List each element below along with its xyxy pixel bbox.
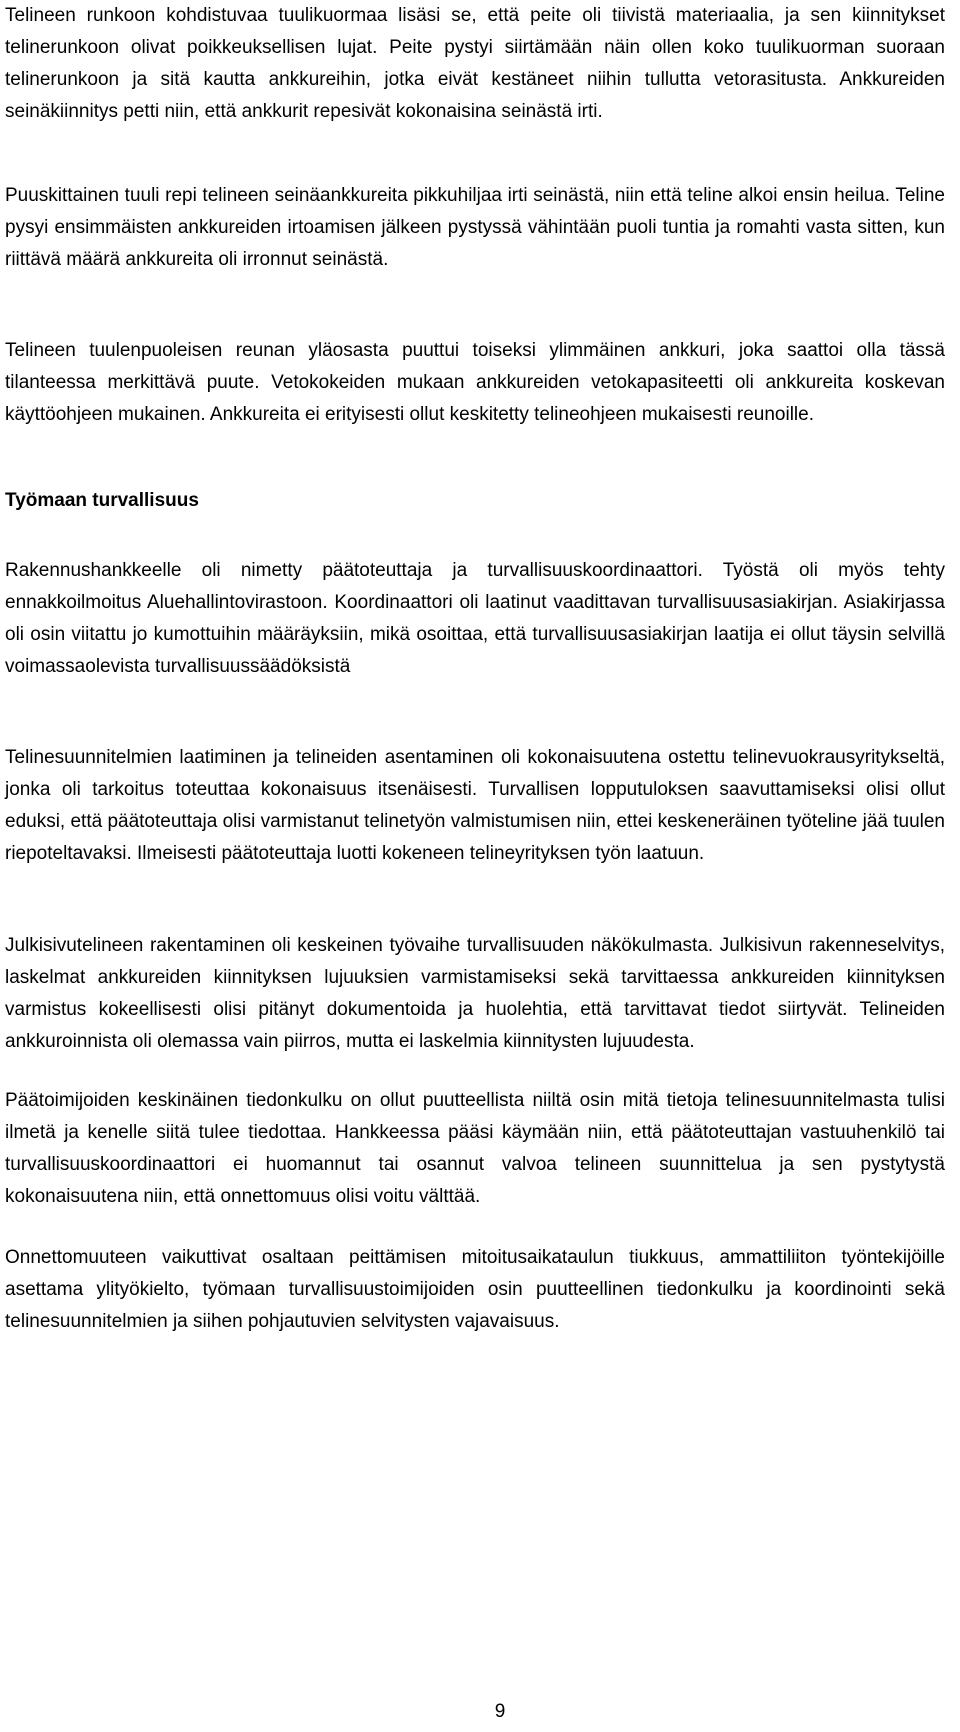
paragraph-scaffold-planning: Telinesuunnitelmien laatiminen ja telineiden asentaminen oli kokonaisuutena ostettu telinevuokrausyritykseltä, jonka oli tarkoitus toteuttaa kokonaisuus itsenäisesti. Turvallisen lopputuloksen saavuttamiseksi olisi ollut eduksi, että päätoteuttaja olisi varmistanut telinetyön valmistumisen niin, ettei keskeneräinen työteline jää tuulen riepoteltavaksi. Ilmeisesti päätoteuttaja luotti kokeneen telineyrityksen työn laatuun. <box>5 747 945 864</box>
paragraph-project-roles: Rakennushankkeelle oli nimetty päätoteuttaja ja turvallisuuskoordinaattori. Työstä oli myös tehty ennakkoilmoitus Aluehallintovirastoon. Koordinaattori oli laatinut vaadittavan turvallisuusasiakirjan. Asiakirjassa oli osin viitattu jo kumottuihin määräyksiin, mikä osoittaa, että turvallisuusasiakirjan laatija ei ollut täysin selvillä voimassaolevista turvallisuussäädöksistä <box>5 560 945 677</box>
paragraph-wind-load: Telineen runkoon kohdistuvaa tuulikuormaa lisäsi se, että peite oli tiivistä materiaalia, ja sen kiinnitykset telinerunkoon olivat poikkeuksellisen lujat. Peite pystyi siirtämään näin ollen koko tuulikuorman suoraan telinerunkoon ja sitä kautta ankkureihin, jotka eivät kestäneet niihin tullutta vetorasitusta. Ankkureiden seinäkiinnitys petti niin, että ankkurit repesivät kokonaisina seinästä irti. <box>5 5 945 122</box>
paragraph-gusty-wind: Puuskittainen tuuli repi telineen seinäankkureita pikkuhiljaa irti seinästä, niin että teline alkoi ensin heilua. Teline pysyi ensimmäisten ankkureiden irtoamisen jälkeen pystyssä vähintään puoli tuntia ja romahti vasta sitten, kun riittävä määrä ankkureita oli irronnut seinästä. <box>5 185 945 270</box>
paragraph-communication: Päätoimijoiden keskinäinen tiedonkulku on ollut puutteellista niiltä osin mitä tietoja telinesuunnitelmasta tulisi ilmetä ja kenelle siitä tulee tiedottaa. Hankkeessa pääsi käymään niin, että päätoteuttajan vastuuhenkilö tai turvallisuuskoordinaattori ei huomannut tai osannut valvoa telineen suunnittelua ja sen pystytystä kokonaisuutena niin, että onnettomuus olisi voitu välttää. <box>5 1090 945 1207</box>
paragraph-missing-anchor: Telineen tuulenpuoleisen reunan yläosasta puuttui toiseksi ylimmäinen ankkuri, joka saattoi olla tässä tilanteessa merkittävä puute. Vetokokeiden mukaan ankkureiden vetokapasiteetti oli ankkureita koskevan käyttöohjeen mukainen. Ankkureita ei erityisesti ollut keskitetty telineohjeen mukaisesti reunoille. <box>5 340 945 425</box>
paragraph-contributing-factors: Onnettomuuteen vaikuttivat osaltaan peittämisen mitoitusaikataulun tiukkuus, ammattiliiton työntekijöille asettama ylityökielto, työmaan turvallisuustoimijoiden osin puutteellinen tiedonkulku ja koordinointi sekä telinesuunnitelmien ja siihen pohjautuvien selvitysten vajavaisuus. <box>5 1247 945 1332</box>
section-heading: Työmaan turvallisuus <box>5 490 199 511</box>
page-number: 9 <box>494 1701 506 1722</box>
paragraph-facade-scaffold: Julkisivutelineen rakentaminen oli keskeinen työvaihe turvallisuuden näkökulmasta. Julkisivun rakenneselvitys, laskelmat ankkureiden kiinnityksen lujuuksien varmistamiseksi sekä tarvittaessa ankkureiden kiinnityksen varmistus kokeellisesti olisi pitänyt dokumentoida ja huolehtia, että tarvittavat tiedot siirtyvät. Telineiden ankkuroinnista oli olemassa vain piirros, mutta ei laskelmia kiinnitysten lujuudesta. <box>5 935 945 1052</box>
